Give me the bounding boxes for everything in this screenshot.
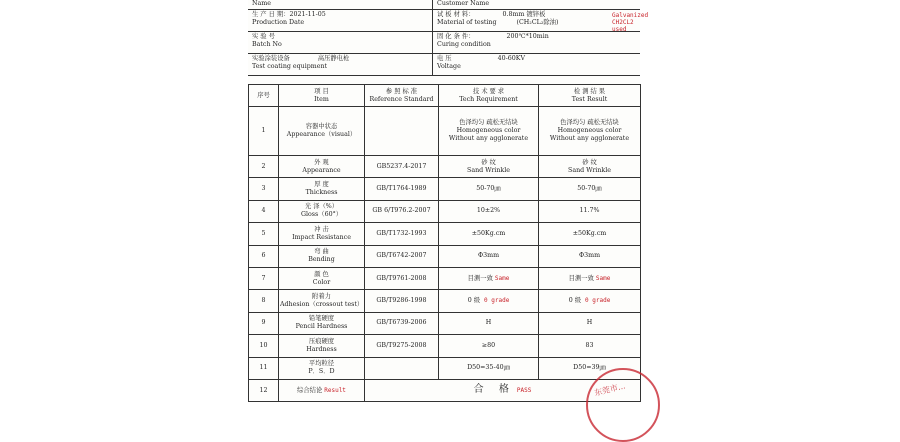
row-res — [539, 156, 641, 178]
company-seal-icon — [586, 368, 660, 442]
material-cn: 试 板 材 料： — [437, 11, 475, 18]
table-row — [249, 312, 641, 334]
company-seal-text: 东莞市... — [593, 381, 627, 398]
conclusion-value-note: PASS — [516, 387, 532, 395]
table-row — [249, 223, 641, 245]
table-row — [249, 335, 641, 357]
row-ref: GB/T6739-2006 — [365, 312, 439, 334]
test-report-document — [248, 0, 649, 400]
table-row — [249, 107, 641, 156]
col-item — [279, 85, 365, 107]
row-req — [439, 156, 539, 178]
row-req-note: Same — [494, 274, 510, 282]
row-ref: GB/T9761-2008 — [365, 267, 439, 289]
row-req-b: Homogeneous color — [456, 127, 521, 134]
col-res-cn: 检 测 结 果 — [573, 87, 606, 95]
row-no: 4 — [249, 200, 279, 222]
row-req-b: Sand Wrinkle — [467, 166, 510, 174]
row-req: Φ3mm — [439, 245, 539, 267]
row-item-cn: 光 泽（%） — [304, 203, 339, 211]
col-res — [539, 85, 641, 107]
row-item — [279, 357, 365, 379]
row-item-en: Thickness — [305, 189, 338, 197]
col-req-cn: 技 术 要 求 — [472, 87, 505, 95]
col-res-en: Test Result — [571, 95, 608, 103]
row-item — [279, 267, 365, 289]
row-no: 12 — [249, 379, 279, 401]
row-item — [279, 335, 365, 357]
equipment-cell — [248, 54, 433, 76]
row-req-note: 0 grade — [484, 297, 510, 305]
row-item-en: Hardness — [306, 345, 337, 353]
production-date-cell — [248, 10, 433, 32]
material-note-2: CH2CL2 used — [612, 19, 634, 33]
equipment-cn: 实验涂装设备 — [252, 55, 290, 62]
row-res: H — [539, 312, 641, 334]
row-res-b: Sand Wrinkle — [568, 166, 611, 174]
row-item-en: Impact Resistance — [292, 233, 351, 241]
voltage-cn: 电 压 — [437, 55, 452, 62]
row-res: ±50Kg.cm — [539, 223, 641, 245]
row-item — [279, 200, 365, 222]
row-ref — [365, 107, 439, 156]
row-no: 3 — [249, 178, 279, 200]
row-res: 11.7% — [539, 200, 641, 222]
row-req: ±50Kg.cm — [439, 223, 539, 245]
row-res-c: Without any agglonerate — [549, 135, 630, 142]
col-req — [439, 85, 539, 107]
row-ref: GB/T9286-1998 — [365, 290, 439, 312]
voltage-cell — [433, 54, 641, 76]
row-ref — [365, 357, 439, 379]
row-item-cn: 厚 度 — [314, 181, 329, 189]
row-no: 11 — [249, 357, 279, 379]
row-res-a: 0 级 — [568, 297, 581, 305]
batch-cn: 实 验 号 — [252, 33, 275, 40]
row-item-cn: 平均粒径 — [308, 360, 335, 368]
row-item-cn: 压痕硬度 — [308, 337, 335, 345]
row-ref: GB/T9275-2008 — [365, 335, 439, 357]
batch-en: Batch No — [252, 41, 282, 48]
voltage-value: 40-60KV — [497, 55, 526, 62]
row-res-b: Homogeneous color — [557, 127, 622, 134]
row-item — [279, 107, 365, 156]
row-req — [439, 267, 539, 289]
row-res: 83 — [539, 335, 641, 357]
row-no: 10 — [249, 335, 279, 357]
material-en: Material of testing — [437, 19, 497, 26]
row-req-a: 砂 纹 — [481, 158, 496, 166]
row-res — [539, 267, 641, 289]
equipment-value: 高压静电枪 — [317, 55, 350, 62]
row-req: 50-70㎛ — [439, 178, 539, 200]
row-item-en: Appearance — [302, 166, 341, 174]
row-item-cn: 颜 色 — [314, 270, 329, 278]
row-item-en: P．S．D — [308, 368, 335, 376]
col-req-en: Tech Requirement — [459, 95, 518, 103]
report-header — [248, 0, 640, 76]
col-item-cn: 项 目 — [314, 87, 329, 95]
conclusion-label-cell — [279, 379, 365, 401]
row-item-en: Adhesion（crossout test） — [280, 301, 364, 309]
col-item-en: Item — [314, 95, 329, 103]
row-item-en: Pencil Hardness — [295, 323, 348, 331]
conclusion-label: 综合结论 — [297, 386, 323, 394]
table-row — [249, 357, 641, 379]
row-item — [279, 223, 365, 245]
customer-cell — [433, 0, 641, 10]
row-res: D50=39㎛ — [539, 357, 641, 379]
row-ref: GB/T1764-1989 — [365, 178, 439, 200]
row-res-a: 目测一致 — [568, 274, 594, 282]
name-label: Name — [252, 0, 271, 7]
row-no: 9 — [249, 312, 279, 334]
row-no: 1 — [249, 107, 279, 156]
row-item-en: Color — [312, 278, 331, 286]
conclusion-value: 合 格 — [473, 384, 515, 396]
voltage-en: Voltage — [437, 63, 461, 70]
row-ref: GB/T6742-2007 — [365, 245, 439, 267]
table-row — [249, 267, 641, 289]
curing-en: Curing condition — [437, 41, 491, 48]
row-req-c: Without any agglonerate — [448, 135, 529, 142]
row-item — [279, 156, 365, 178]
table-row — [249, 156, 641, 178]
row-req — [439, 107, 539, 156]
row-item-cn: 容器中状态 — [305, 123, 338, 130]
row-item — [279, 178, 365, 200]
col-ref-cn: 参 照 标 准 — [385, 87, 418, 95]
row-res-note: 0 grade — [585, 297, 611, 305]
material-annotation — [612, 12, 648, 33]
curing-cell — [433, 32, 641, 54]
table-row — [249, 178, 641, 200]
material-note: Galvanized — [612, 12, 649, 19]
col-no-label: 序号 — [257, 91, 270, 99]
name-cell — [248, 0, 433, 10]
row-item-en: Appearance（visual） — [286, 131, 357, 138]
table-row — [249, 290, 641, 312]
row-item-cn: 外 观 — [314, 158, 329, 166]
row-item — [279, 290, 365, 312]
production-date-cn: 生 产 日 期：2021-11-05 — [252, 11, 326, 18]
col-ref — [365, 85, 439, 107]
row-ref: GB 6/T976.2-2007 — [365, 200, 439, 222]
production-date-en: Production Date — [252, 19, 305, 26]
equipment-en: Test coating equipment — [252, 63, 328, 70]
row-req — [439, 290, 539, 312]
row-res-note: Same — [595, 274, 611, 282]
row-res-a: 砂 纹 — [582, 158, 597, 166]
row-item-cn: 冲 击 — [314, 225, 329, 233]
row-no: 5 — [249, 223, 279, 245]
col-ref-en: Reference Standard — [369, 95, 434, 103]
row-ref: GB5237.4-2017 — [365, 156, 439, 178]
row-item-cn: 铅笔硬度 — [308, 315, 335, 323]
customer-label: Customer Name — [437, 0, 490, 7]
row-ref: GB/T1732-1993 — [365, 223, 439, 245]
row-item-cn: 附着力 — [312, 293, 331, 301]
row-req: ≥80 — [439, 335, 539, 357]
row-item-en: Bending — [308, 256, 335, 264]
curing-cn: 固 化 条 件： — [437, 33, 475, 40]
row-no: 7 — [249, 267, 279, 289]
conclusion-row — [249, 379, 641, 401]
table-header-row — [249, 85, 641, 107]
row-item — [279, 312, 365, 334]
row-res-a: 色泽均匀 疏松无结块 — [560, 119, 619, 126]
material-value: 0.8mm 镀锌板 — [502, 11, 546, 18]
row-req-a: 0 级 — [467, 297, 480, 305]
row-item-cn: 弯 曲 — [314, 248, 329, 256]
test-results-table — [248, 84, 641, 402]
row-res — [539, 107, 641, 156]
row-no: 2 — [249, 156, 279, 178]
row-res: Φ3mm — [539, 245, 641, 267]
material-cell — [433, 10, 641, 32]
row-req: 10±2% — [439, 200, 539, 222]
row-res: 50-70㎛ — [539, 178, 641, 200]
material-value-degrease: (CH₂CL₂除油) — [516, 19, 559, 26]
row-req: H — [439, 312, 539, 334]
curing-value: 200℃*10min — [506, 33, 549, 40]
table-row — [249, 200, 641, 222]
row-req-a: 色泽均匀 疏松无结块 — [459, 119, 518, 126]
batch-cell — [248, 32, 433, 54]
conclusion-label-note: Result — [324, 386, 346, 394]
row-item-en: Gloss（60°） — [300, 211, 343, 219]
row-req: D50=35-40㎛ — [439, 357, 539, 379]
row-item — [279, 245, 365, 267]
col-no — [249, 85, 279, 107]
row-res — [539, 290, 641, 312]
table-row — [249, 245, 641, 267]
row-req-a: 目测一致 — [467, 274, 493, 282]
row-no: 8 — [249, 290, 279, 312]
row-no: 6 — [249, 245, 279, 267]
